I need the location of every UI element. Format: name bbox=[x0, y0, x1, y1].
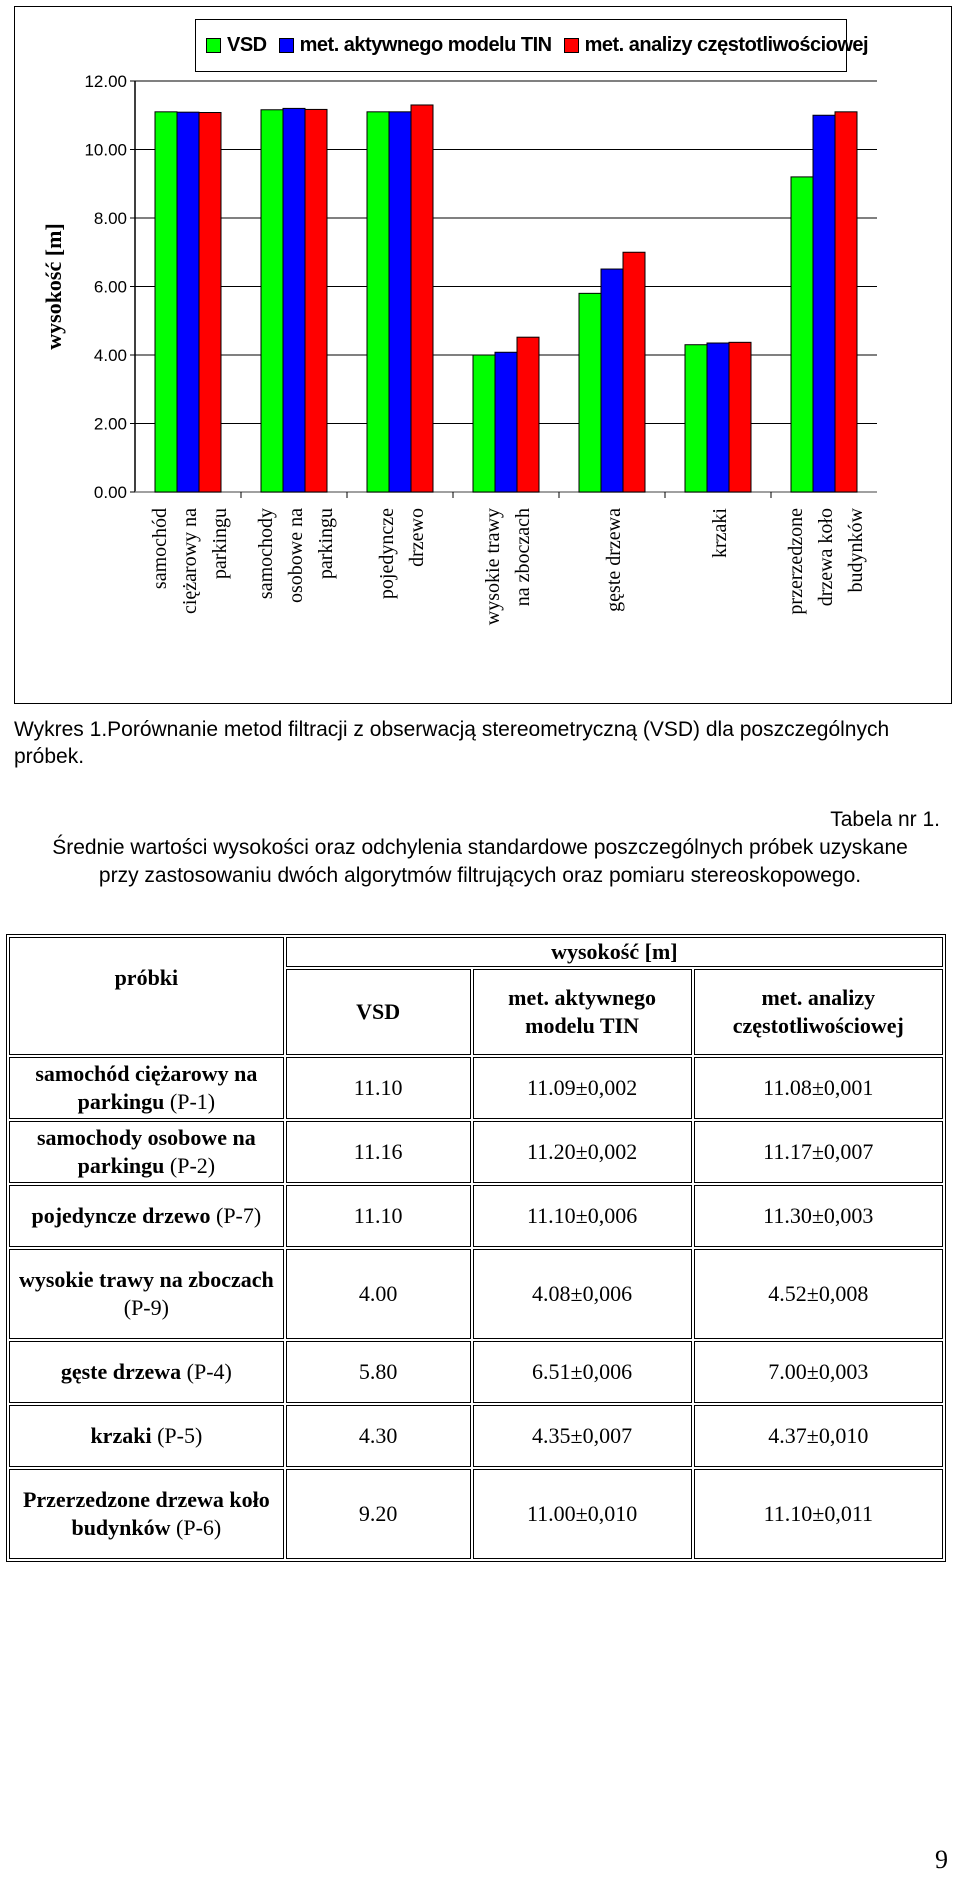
sample-name: krzaki bbox=[90, 1423, 152, 1448]
x-tick-label: pojedyncze bbox=[376, 508, 398, 600]
bar-freq bbox=[835, 112, 857, 492]
value-tin: 4.08±0,006 bbox=[473, 1249, 692, 1339]
value-freq: 11.30±0,003 bbox=[694, 1185, 943, 1247]
legend-swatch-red bbox=[564, 38, 579, 53]
value-vsd: 11.16 bbox=[286, 1121, 471, 1183]
value-freq: 7.00±0,003 bbox=[694, 1341, 943, 1403]
table-title bbox=[0, 834, 960, 890]
x-tick-label: gęste drzewa bbox=[603, 508, 625, 612]
value-tin: 11.10±0,006 bbox=[473, 1185, 692, 1247]
x-tick-label: parkingu bbox=[315, 508, 337, 580]
y-tick-label: 10.00 bbox=[84, 140, 127, 160]
sample-name: Przerzedzone drzewa koło budynków bbox=[22, 1487, 270, 1540]
y-tick-label: 2.00 bbox=[93, 414, 127, 434]
legend-item-freq bbox=[564, 34, 868, 57]
x-tick-label: przerzedzone bbox=[785, 508, 807, 615]
y-tick-label: 0.00 bbox=[93, 483, 127, 502]
value-vsd: 11.10 bbox=[286, 1185, 471, 1247]
table-row bbox=[9, 1057, 943, 1119]
sample-name: pojedyncze drzewo bbox=[31, 1203, 211, 1228]
sample-code: (P-4) bbox=[181, 1359, 232, 1384]
bar-freq bbox=[305, 109, 327, 492]
y-tick-label: 12.00 bbox=[84, 72, 127, 91]
value-freq: 11.10±0,011 bbox=[694, 1469, 943, 1559]
table-row bbox=[9, 1469, 943, 1559]
header-freq: met. analizy częstotliwościowej bbox=[694, 969, 943, 1055]
sample-cell bbox=[9, 1057, 284, 1119]
sample-name: samochód ciężarowy na parkingu bbox=[35, 1061, 258, 1114]
bar-vsd bbox=[367, 112, 389, 492]
legend-swatch-green bbox=[206, 38, 221, 53]
legend-swatch-blue bbox=[279, 38, 294, 53]
sample-code: (P-5) bbox=[151, 1423, 203, 1448]
x-tick-label: drzewa koło bbox=[815, 508, 837, 607]
value-freq: 4.52±0,008 bbox=[694, 1249, 943, 1339]
legend-label: met. aktywnego modelu TIN bbox=[299, 34, 552, 56]
table-row bbox=[9, 1185, 943, 1247]
table-title-line: przy zastosowaniu dwóch algorytmów filtrujących oraz pomiaru stereoskopowego. bbox=[98, 864, 862, 887]
x-tick-label: na zboczach bbox=[512, 508, 534, 607]
value-freq: 11.17±0,007 bbox=[694, 1121, 943, 1183]
sample-code: (P-6) bbox=[170, 1515, 222, 1540]
value-vsd: 4.30 bbox=[286, 1405, 471, 1467]
header-height: wysokość [m] bbox=[286, 937, 943, 967]
value-vsd: 9.20 bbox=[286, 1469, 471, 1559]
bar-chart bbox=[15, 7, 951, 703]
legend-item-vsd bbox=[206, 34, 267, 57]
bar-vsd bbox=[261, 110, 283, 492]
table-header-row bbox=[9, 937, 943, 967]
legend-label: met. analizy częstotliwościowej bbox=[584, 34, 869, 56]
sample-name: gęste drzewa bbox=[60, 1359, 182, 1384]
bar-freq bbox=[623, 252, 645, 492]
results-table-body bbox=[9, 937, 943, 1559]
value-tin: 4.35±0,007 bbox=[473, 1405, 692, 1467]
x-tick-label: parkingu bbox=[209, 508, 231, 580]
value-tin: 6.51±0,006 bbox=[473, 1341, 692, 1403]
bar-tin bbox=[601, 269, 623, 492]
value-tin: 11.20±0,002 bbox=[473, 1121, 692, 1183]
table-row bbox=[9, 1341, 943, 1403]
bar-tin bbox=[177, 112, 199, 492]
bar-tin bbox=[283, 108, 305, 492]
value-tin: 11.09±0,002 bbox=[473, 1057, 692, 1119]
bar-tin bbox=[389, 112, 411, 492]
legend-label: VSD bbox=[227, 34, 267, 56]
sample-code: (P-1) bbox=[164, 1089, 216, 1114]
sample-cell bbox=[9, 1249, 284, 1339]
bar-vsd bbox=[155, 112, 177, 492]
y-tick-label: 8.00 bbox=[93, 209, 127, 228]
chart-caption: Wykres 1.Porównanie metod filtracji z obserwacją stereometryczną (VSD) dla poszczególnych próbek. bbox=[14, 718, 890, 768]
header-tin: met. aktywnego modelu TIN bbox=[473, 969, 692, 1055]
value-freq: 11.08±0,001 bbox=[694, 1057, 943, 1119]
x-tick-label: samochody bbox=[255, 508, 277, 600]
x-tick-label: drzewo bbox=[406, 508, 428, 567]
sample-cell bbox=[9, 1341, 284, 1403]
bar-tin bbox=[707, 343, 729, 492]
table-number: Tabela nr 1. bbox=[830, 808, 940, 831]
value-tin: 11.00±0,010 bbox=[473, 1469, 692, 1559]
y-tick-label: 4.00 bbox=[93, 346, 127, 365]
bar-tin bbox=[813, 115, 835, 492]
sample-code: (P-7) bbox=[210, 1203, 262, 1228]
sample-cell bbox=[9, 1185, 284, 1247]
table-row bbox=[9, 1249, 943, 1339]
legend-item-tin bbox=[279, 34, 552, 57]
bar-tin bbox=[495, 352, 517, 492]
bar-freq bbox=[199, 113, 221, 492]
bar-vsd bbox=[685, 345, 707, 492]
sample-name: samochody osobowe na parkingu bbox=[36, 1125, 256, 1178]
value-vsd: 5.80 bbox=[286, 1341, 471, 1403]
y-axis-label: wysokość [m] bbox=[41, 223, 66, 350]
bar-freq bbox=[729, 342, 751, 492]
results-table bbox=[6, 934, 946, 1562]
table-title-line: Średnie wartości wysokości oraz odchylenia standardowe poszczególnych próbek uzyskane bbox=[52, 836, 908, 859]
sample-cell bbox=[9, 1405, 284, 1467]
x-tick-label: samochód bbox=[149, 508, 171, 590]
value-vsd: 4.00 bbox=[286, 1249, 471, 1339]
chart-legend bbox=[195, 19, 869, 72]
page-number: 9 bbox=[935, 1845, 948, 1874]
x-tick-label: krzaki bbox=[709, 508, 731, 558]
chart-frame bbox=[14, 6, 952, 704]
x-tick-label: osobowe na bbox=[285, 508, 307, 603]
sample-cell bbox=[9, 1121, 284, 1183]
bar-vsd bbox=[579, 293, 601, 492]
bar-freq bbox=[411, 105, 433, 492]
x-tick-label: wysokie trawy bbox=[482, 508, 504, 626]
bar-freq bbox=[517, 337, 539, 492]
bar-vsd bbox=[791, 177, 813, 492]
value-freq: 4.37±0,010 bbox=[694, 1405, 943, 1467]
sample-code: (P-9) bbox=[123, 1295, 169, 1320]
sample-name: wysokie trawy na zboczach bbox=[18, 1267, 274, 1292]
header-vsd: VSD bbox=[286, 969, 471, 1055]
x-tick-label: ciężarowy na bbox=[179, 508, 201, 615]
y-tick-label: 6.00 bbox=[93, 277, 127, 297]
table-row bbox=[9, 1405, 943, 1467]
sample-cell bbox=[9, 1469, 284, 1559]
sample-code: (P-2) bbox=[164, 1153, 216, 1178]
bar-vsd bbox=[473, 355, 495, 492]
header-samples: próbki bbox=[9, 937, 284, 1055]
x-tick-label: budynków bbox=[845, 508, 867, 593]
table-row bbox=[9, 1121, 943, 1183]
value-vsd: 11.10 bbox=[286, 1057, 471, 1119]
